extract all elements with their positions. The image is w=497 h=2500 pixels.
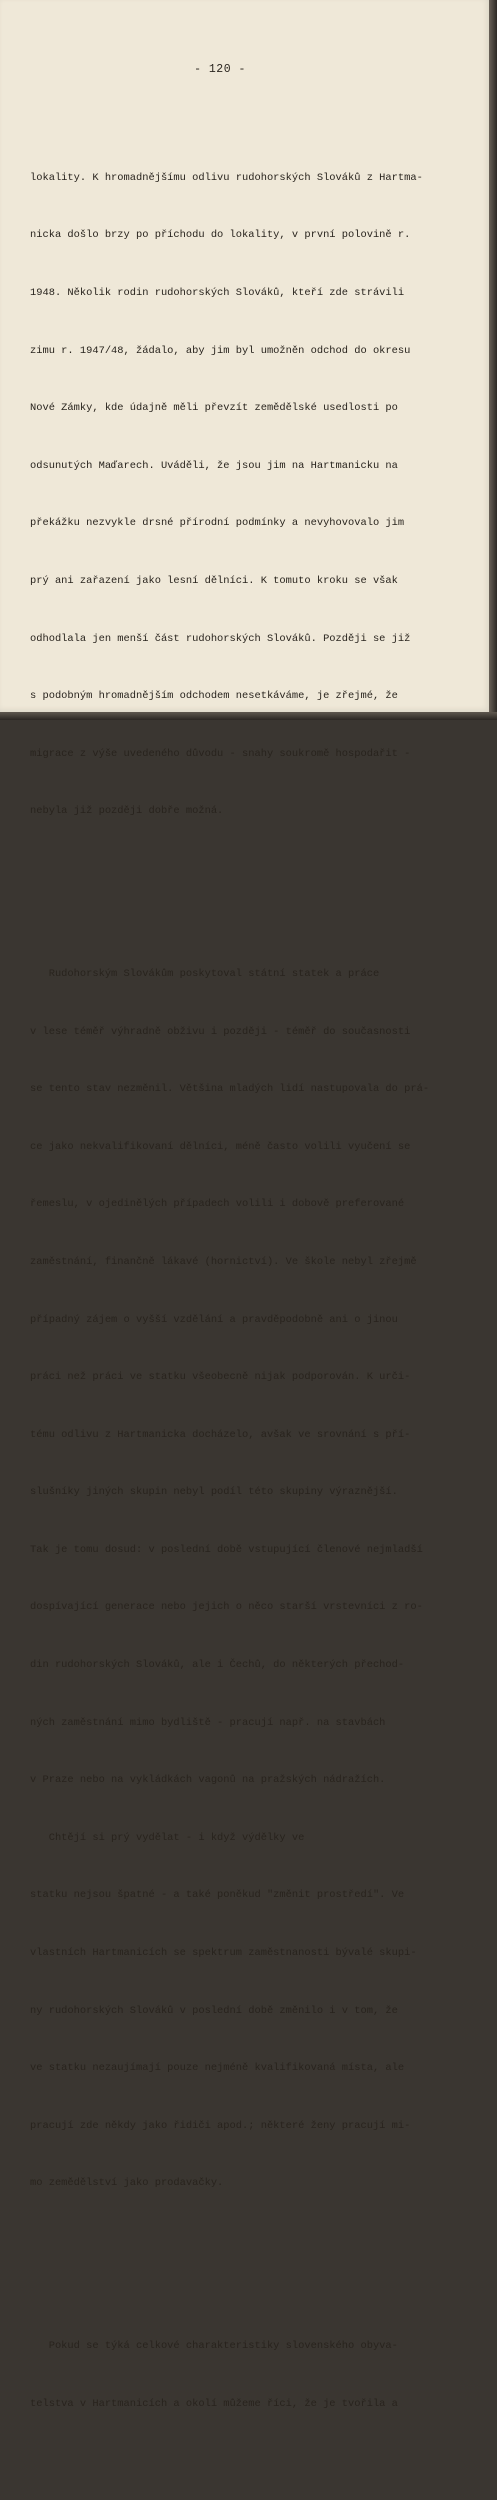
text-line: Tak je tomu dosud: v poslední době vstupující členové nejmladší [30, 1543, 423, 1556]
text-line: slušníky jiných skupin nebyl podíl této skupiny výraznější. [30, 1486, 398, 1499]
text-line: v Praze nebo na vykládkách vagonů na pražských nádražích. [30, 1774, 386, 1787]
text-line: práci než práci ve statku všeobecně nijak podporován. K urči- [30, 1371, 411, 1384]
text-line: odsunutých Maďarech. Uváděli, že jsou jim na Hartmanicku na [30, 459, 398, 472]
page-number: - 120 - [194, 63, 246, 76]
text-line: Rudohorským Slovákům poskytoval státní statek a práce [30, 967, 380, 980]
text-line: případný zájem o vyšší vzdělání a pravděpodobně ani o jinou [30, 1313, 398, 1326]
paragraph-2 [30, 927, 430, 2232]
text-line: lokality. K hromadnějšímu odlivu rudohorských Slováků z Hartma- [30, 171, 423, 184]
text-line: v lese téměř výhradně obživu i později - téměř do současnosti [30, 1025, 411, 1038]
text-line: statku nejsou špatné - a také poněkud "změnit prostředí". Ve [30, 1889, 405, 1902]
text-line: ce jako nekvalifikovaní dělníci, méně často volili vyučení se [30, 1140, 411, 1153]
text-line: nebyla již později dobře možná. [30, 805, 224, 818]
text-line: prý ani zařazení jako lesní dělníci. K tomuto kroku se však [30, 574, 398, 587]
text-line: Nové Zámky, kde údajně měli převzít zemědělské usedlosti po [30, 402, 398, 415]
text-line: vlastních Hartmanicích se spektrum zaměstnanosti bývalé skupi- [30, 1947, 417, 1960]
paragraph-3 [30, 2299, 430, 2453]
text-line: zaměstnání, finančně lákavé (hornictví). Ve škole nebyl zřejmě [30, 1255, 417, 1268]
text-line: s podobným hromadnějším odchodem nesetkáváme, je zřejmé, že [30, 690, 398, 703]
text-line: ny rudohorských Slováků v poslední době změnilo i v tom, že [30, 2004, 398, 2017]
text-line: se tento stav nezměnil. Většina mladých lidí nastupovala do prá- [30, 1083, 430, 1096]
text-line: pracují zde někdy jako řidiči apod.; některé ženy pracují mi- [30, 2119, 411, 2132]
text-line: řemeslu, v ojedinělých případech volili i dobově preferované [30, 1198, 405, 1211]
page-edge-shadow-right [489, 0, 497, 720]
text-line: tému odlivu z Hartmanicka docházelo, avšak ve srovnání s pří- [30, 1428, 411, 1441]
text-line: dospívající generace nebo jejich o něco starší vrstevníci z ro- [30, 1601, 423, 1614]
text-line: 1948. Několik rodin rudohorských Slováků, kteří zde strávili [30, 287, 405, 299]
page-edge-shadow-bottom [0, 712, 497, 720]
text-line: migrace z výše uvedeného důvodu - snahy soukromě hospodařit - [30, 747, 411, 760]
text-line: překážku nezvykle drsné přírodní podmínky a nevyhovovalo jim [30, 517, 405, 530]
text-line: telstva v Hartmanicích a okolí můžeme říci, že je tvořila a [30, 2397, 398, 2410]
text-line: zimu r. 1947/48, žádalo, aby jim byl umožněn odchod do okresu [30, 344, 411, 357]
text-line: Pokud se týká celkové charakteristiky slovenského obyva- [30, 2340, 398, 2353]
text-line: odhodlala jen menší část rudohorských Slováků. Později se již [30, 632, 411, 645]
body-text [30, 92, 430, 2500]
text-line: ných zaměstnání mimo bydliště - pracují např. na stavbách [30, 1716, 386, 1729]
text-line: nicka došlo brzy po příchodu do lokality, v první polovině r. [30, 229, 411, 242]
text-line: ve statku nezaujímají pouze nejméně kvalifikovaná místa, ale [30, 2062, 405, 2075]
text-line: din rudohorských Slováků, ale i Čechů, do některých přechod- [30, 1659, 405, 1672]
text-line: Chtějí si prý vydělat - i když výdělky ve [30, 1831, 305, 1844]
text-line: mo zemědělství jako prodavačky. [30, 2177, 224, 2190]
paragraph-1 [30, 130, 430, 860]
